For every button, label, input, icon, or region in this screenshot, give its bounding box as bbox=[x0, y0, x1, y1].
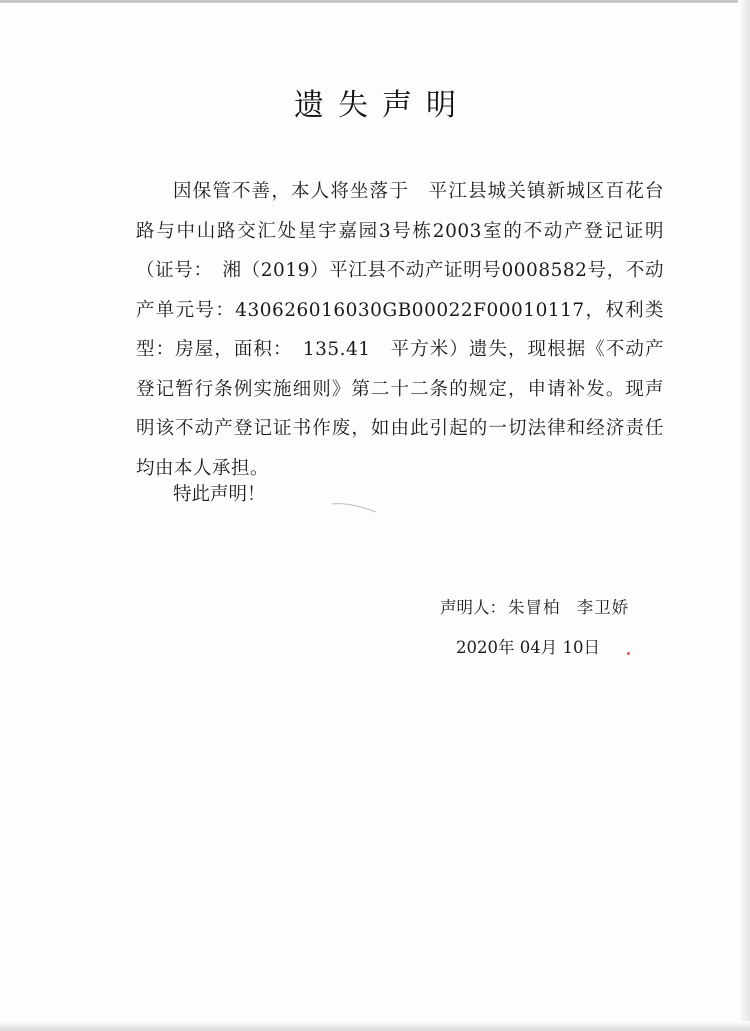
document-title: 遗失声明 bbox=[294, 88, 470, 123]
closing-statement: 特此声明！ bbox=[173, 484, 266, 505]
signer-line bbox=[440, 594, 629, 618]
signer-label: 声明人： bbox=[440, 598, 506, 617]
document-body bbox=[136, 172, 664, 488]
declaration-date: 2020年 04月 10日 bbox=[456, 638, 600, 657]
scan-border-right bbox=[738, 0, 750, 1031]
ink-dot-mark bbox=[627, 652, 630, 655]
scan-border-bottom bbox=[0, 1021, 750, 1031]
body-paragraph: 因保管不善，本人将坐落于 平江县城关镇新城区百花台路与中山路交汇处星宇嘉园3号栋2003室的不动产登记证明（证号： 湘（2019）平江县不动产证明号0008582号，不动产单元号：430626016030GB00022F00010117，权利类型：房屋，面积： 135.41 平方米）遗失，现根据《不动产登记暂行条例实施细则》第二十二条的规定，申请补发。现声明该不动产登记证书作废，如由此引起的一切法律和经济责任均由本人承担。 bbox=[136, 181, 664, 479]
signer-names: 朱冒柏 李卫娇 bbox=[508, 598, 630, 617]
scan-border-top bbox=[0, 0, 750, 3]
pen-stroke-mark bbox=[330, 500, 378, 514]
